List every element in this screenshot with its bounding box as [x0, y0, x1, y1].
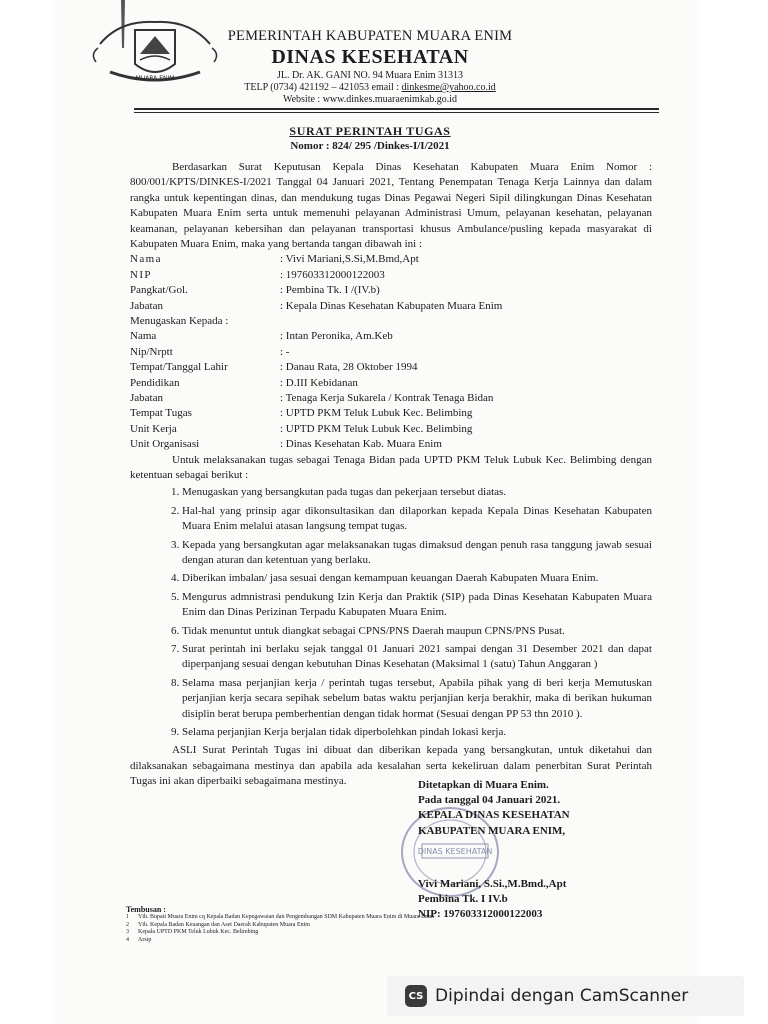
field-label: Nama: [130, 330, 157, 343]
assignee-row: [130, 329, 652, 344]
issuer-row: [130, 299, 652, 314]
assign-heading: Menugaskan Kepada :: [130, 315, 229, 327]
field-label: Tempat Tugas: [130, 407, 192, 420]
field-value: : D.III Kebidanan: [280, 376, 358, 389]
assignee-row: [130, 345, 652, 360]
field-label: Unit Organisasi: [130, 438, 200, 451]
provisions-list: [130, 485, 652, 740]
item-number: 4: [126, 936, 129, 943]
field-value: : 197603312000122003: [280, 268, 385, 281]
signature-position-1: KEPALA DINAS KESEHATAN: [418, 809, 570, 822]
field-label: Pangkat/Gol.: [130, 284, 188, 297]
field-label: Pendidikan: [130, 376, 180, 389]
assignee-fields: [130, 329, 652, 452]
logo-text: MUARA ENIM: [135, 75, 175, 82]
letterhead-telp: TELP (0734) 421192 – 421053 email :: [244, 82, 402, 93]
assignee-row: [130, 391, 652, 406]
assign-heading-row: [130, 314, 652, 329]
field-label: Nama: [130, 253, 162, 266]
closing-paragraph: ASLI Surat Perintah Tugas ini dibuat dan diberikan kepada yang bersangkutan, untuk diketahui dan dilaksanakan sebagaimana mestinya dan apabila ada kesalahan serta kekeliruan dalam penerbitan Surat Perintah Tugas ini akan diperbaiki sebagaimana mestinya.: [130, 744, 652, 788]
list-item: 2. Hal-hal yang prinsip agar dikonsultasikan dan dilaporkan kepada Kepala Dinas Kesehatan Kabupaten Muara Enim melalui atasan langsung tempat tugas.: [182, 504, 652, 535]
purpose-paragraph: Untuk melaksanakan tugas sebagai Tenaga Bidan pada UPTD PKM Teluk Lubuk Kec. Belimbing dengan ketentuan sebagai berikut :: [130, 453, 652, 481]
assignee-row: [130, 376, 652, 391]
assignee-row: [130, 422, 652, 437]
field-label: NIP: [130, 268, 152, 281]
assignee-row: [130, 406, 652, 421]
field-label: Jabatan: [130, 299, 163, 312]
field-value: : Dinas Kesehatan Kab. Muara Enim: [280, 438, 442, 451]
letterhead-address: JL. Dr. AK. GANI NO. 94 Muara Enim 31313: [276, 70, 464, 81]
list-item: 6. Tidak menuntut untuk diangkat sebagai CPNS/PNS Daerah maupun CPNS/PNS Pusat.: [182, 624, 652, 639]
letterhead-government: PEMERINTAH KABUPATEN MUARA ENIM: [227, 28, 513, 44]
document-number: Nomor : 824/ 295 /Dinkes-I/I/2021: [290, 140, 450, 152]
letterhead-website: Website : www.dinkes.muaraenimkab.go.id: [282, 94, 458, 105]
document-body: [130, 160, 652, 790]
letterhead-contact: [190, 82, 550, 93]
field-value: : Tenaga Kerja Sukarela / Kontrak Tenaga Bidan: [280, 391, 494, 404]
field-label: Tempat/Tanggal Lahir: [130, 361, 228, 374]
letterhead-rule-thin: [134, 112, 659, 113]
copies-list: [126, 906, 456, 944]
issuer-row: [130, 268, 652, 283]
item-text: Yth. Kepala Badan Keuangan dan Aset Daerah Kabupaten Muara Enim: [138, 921, 310, 928]
item-text: Arsip: [138, 936, 152, 943]
list-item: 4. Diberikan imbalan/ jasa sesuai dengan kemampuan keuangan Daerah Kabupaten Muara Enim.: [182, 571, 652, 586]
item-number: 2: [126, 921, 129, 928]
list-item: 7. Surat perintah ini berlaku sejak tanggal 01 Januari 2021 sampai dengan 31 Desember 2021 dan dapat diperpanjang sesuai dengan kebutuhan Dinas Kesehatan (Maksimal 1 (satu) Tahun Anggaran ): [182, 642, 652, 673]
signature-nip: NIP: 197603312000122003: [418, 908, 543, 921]
field-value: : Pembina Tk. I /(IV.b): [280, 284, 380, 297]
signature-rank: Pembina Tk. I IV.b: [418, 893, 508, 906]
item-text: Yth. Bupati Muara Enim cq Kepala Badan Kepegawaian dan Pengembangan SDM Kabupaten Muara Enim di Muara Enim: [138, 914, 435, 921]
list-item: 3. Kepada yang bersangkutan agar melaksanakan tugas dimaksud dengan penuh rasa tanggung jawab sesuai dengan aturan dan ketentuan yang berlaku.: [182, 538, 652, 569]
document-title: SURAT PERINTAH TUGAS: [289, 124, 451, 138]
list-item: [126, 929, 456, 936]
field-value: : UPTD PKM Teluk Lubuk Kec. Belimbing: [280, 422, 473, 435]
field-value: : Kepala Dinas Kesehatan Kabupaten Muara Enim: [280, 299, 503, 312]
item-number: 3: [126, 929, 129, 936]
field-value: : Intan Peronika, Am.Keb: [280, 330, 393, 343]
field-value: : Danau Rata, 28 Oktober 1994: [280, 361, 418, 374]
issuer-row: [130, 283, 652, 298]
list-item: 8. Selama masa perjanjian kerja / perintah tugas tersebut, Apabila pihak yang di beri kerja Memutuskan perjanjian kerja secara sepihak sebelum batas waktu perjanjian kerja berakhir, maka di berikan hukuman disiplin berat berupa pemberhentian dengan tidak hormat (Sesuai dengan PP 53 thn 2010 ).: [182, 676, 652, 722]
issuer-fields: [130, 252, 652, 314]
letterhead: [190, 28, 550, 105]
field-label: Nip/Nrptt: [130, 345, 173, 358]
item-number: 1: [126, 914, 129, 921]
intro-paragraph: Berdasarkan Surat Keputusan Kepala Dinas Kesehatan Kabupaten Muara Enim Nomor : 800/001/KPTS/DINKES-I/2021 Tanggal 04 Januari 2021, Tentang Penempatan Tenaga Kerja Lainnya dan dalam rangka untuk kepentingan dinas, dan mendukung tugas Dinas Pegawai Negeri Sipil dilingkungan Dinas Kesehatan Kabupaten Muara Enim serta untuk memenuhi pelayanan Administrasi Umum, pelayanan kesehatan, pelayanan keamanan, pelayanan kebersihan dan pelayanan transportasi khusus Ambulance/pusling kepada masyarakat di Kabupaten Muara Enim, maka yang bertanda tangan dibawah ini :: [130, 161, 652, 251]
list-item: [126, 922, 456, 929]
list-item: [126, 937, 456, 944]
signature-date: Pada tanggal 04 Januari 2021.: [418, 794, 561, 807]
letterhead-email: dinkesme@yahoo.co.id: [401, 82, 496, 93]
issuer-row: [130, 252, 652, 267]
field-label: Unit Kerja: [130, 422, 177, 435]
camscanner-watermark: [387, 976, 744, 1016]
signature-place: Ditetapkan di Muara Enim.: [418, 779, 549, 791]
letterhead-agency: DINAS KESEHATAN: [271, 46, 469, 68]
field-value: : Vivi Mariani,S.Si,M.Bmd,Apt: [280, 253, 419, 266]
list-item: 9. Selama perjanjian Kerja berjalan tidak diperbolehkan pindah lokasi kerja.: [182, 725, 652, 740]
letterhead-rule-thick: [134, 108, 659, 110]
field-value: : UPTD PKM Teluk Lubuk Kec. Belimbing: [280, 407, 473, 420]
item-text: Kepala UPTD PKM Teluk Lubuk Kec. Belimbing: [138, 929, 259, 936]
assignee-row: [130, 360, 652, 375]
camscanner-logo-icon: CS: [405, 985, 427, 1007]
stamp-text: DINAS KESEHATAN: [417, 847, 493, 856]
field-value: : -: [280, 345, 290, 358]
copies-heading: Tembusan :: [126, 905, 166, 914]
field-label: Jabatan: [130, 391, 163, 404]
list-item: 5. Mengurus admnistrasi pendukung Izin Kerja dan Praktik (SIP) pada Dinas Kesehatan Kabupaten Muara Enim dan Dinas Perizinan Terpadu Kabupaten Muara Enim.: [182, 590, 652, 621]
signature-space: [418, 839, 658, 877]
list-item: [126, 914, 456, 921]
list-item: 1. Menugaskan yang bersangkutan pada tugas dan pekerjaan tersebut diatas.: [182, 485, 652, 500]
assignee-row: [130, 437, 652, 452]
signature-block: [418, 778, 658, 922]
signature-name: Vivi Mariani, S.Si.,M.Bmd.,Apt: [418, 877, 567, 890]
signature-position-2: KABUPATEN MUARA ENIM,: [418, 824, 566, 837]
camscanner-text: Dipindai dengan CamScanner: [435, 986, 689, 1006]
